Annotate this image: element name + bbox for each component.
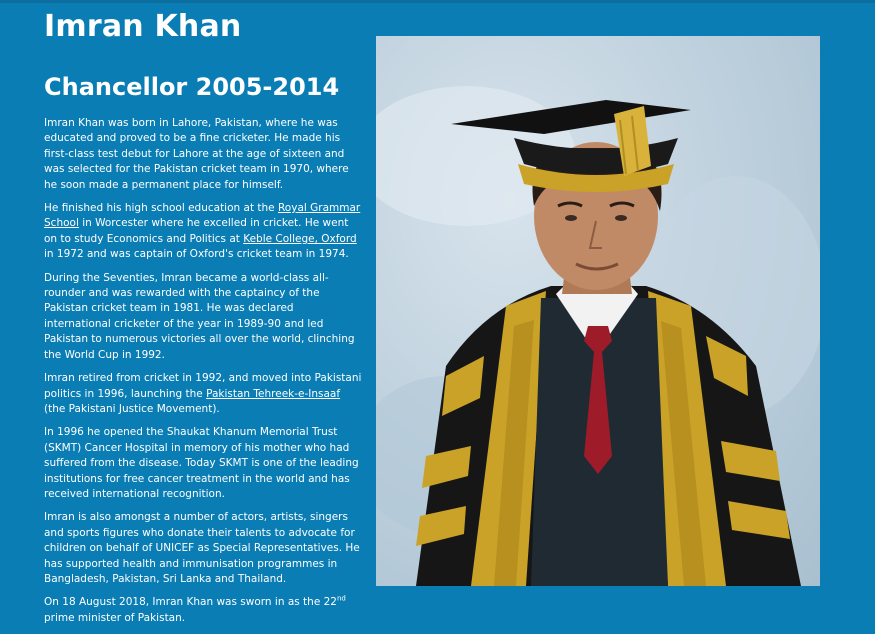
bio-paragraph-4 — [44, 371, 362, 417]
bio-text: prime minister of Pakistan. — [44, 611, 186, 624]
bio-paragraph-5: In 1996 he opened the Shaukat Khanum Memorial Trust (SKMT) Cancer Hospital in memory of his mother who had suffered from the disease. Today SKMT is one of the leading institutions for free cancer treatment in the world and has received international recognition. — [44, 426, 359, 500]
portrait-illustration — [376, 36, 820, 586]
bio-text: On 18 August 2018, Imran Khan was sworn in as the 22 — [44, 596, 337, 609]
link-pakistan-tehreek-e-insaaf[interactable]: Pakistan Tehreek-e-Insaaf — [206, 387, 341, 400]
bio-paragraph-7 — [44, 595, 362, 626]
bio-paragraph-6: Imran is also amongst a number of actors, artists, singers and sports figures who donate their talents to advocate for children on behalf of UNICEF as Special Representatives. He has supported health and immunisation programmes in Bangladesh, Pakistan, Sri Lanka and Thailand. — [44, 511, 360, 585]
bio-paragraph-1: Imran Khan was born in Lahore, Pakistan, where he was educated and proved to be a fine cricketer. He made his first-class test debut for Lahore at the age of sixteen and was selected for the Pakistan cricket team in 1970, where he soon made a permanent place for himself. — [44, 117, 349, 191]
top-divider — [0, 0, 875, 3]
link-keble-college[interactable]: Keble College, Oxford — [243, 232, 357, 245]
portrait-photo — [376, 36, 820, 586]
bio-text: in 1972 and was captain of Oxford's cricket team in 1974. — [44, 248, 349, 261]
bio-text: Imran retired from cricket in 1992, and moved into Pakistani politics in 1996, launching the — [44, 372, 362, 400]
link-royal-grammar-school[interactable]: Royal Grammar School — [44, 202, 361, 230]
page-title: Imran Khan — [44, 9, 242, 44]
bio-text: (the Pakistani Justice Movement). — [44, 402, 220, 415]
bio-paragraph-2 — [44, 201, 362, 263]
biography — [44, 116, 362, 626]
ordinal-suffix: nd — [337, 594, 346, 603]
bio-text: He finished his high school education at the — [44, 202, 278, 215]
bio-paragraph-3: During the Seventies, Imran became a world-class all-rounder and was rewarded with the captaincy of the Pakistan cricket team in 1981. He was declared international cricketer of the year in 1989-90 and led Pakistan to numerous victories all over the world, clinching the World Cup in 1992. — [44, 271, 355, 361]
page-subtitle: Chancellor 2005-2014 — [44, 73, 340, 101]
content-column — [44, 8, 362, 634]
bio-text: in Worcester where he excelled in cricket. He went on to study Economics and Politics at — [44, 217, 349, 245]
